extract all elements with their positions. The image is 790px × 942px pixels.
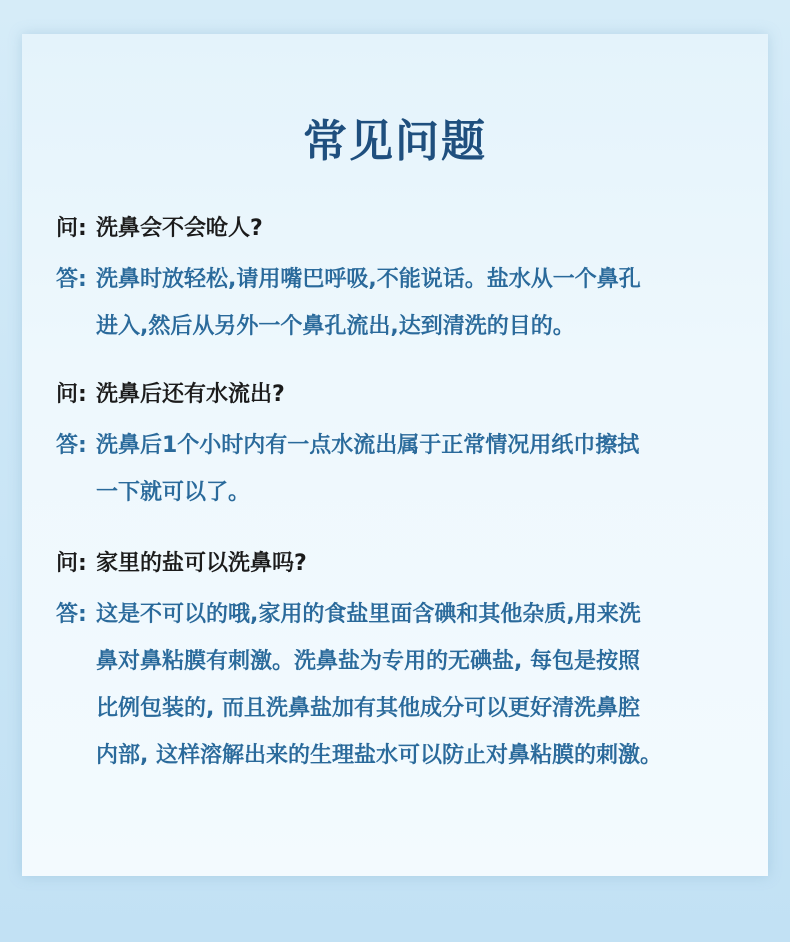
faq-card [22,34,768,876]
faq-item [56,541,756,779]
answer-line: 一下就可以了。 [96,480,251,505]
answer-prefix: 答: [56,433,87,458]
answer-line: 洗鼻时放轻松,请用嘴巴呼吸,不能说话。盐水从一个鼻孔 [96,267,641,292]
answer-prefix: 答: [56,602,87,627]
question-prefix: 问: [56,381,87,407]
answer-line: 鼻对鼻粘膜有刺激。洗鼻盐为专用的无碘盐, 每包是按照 [96,649,641,674]
question-text: 洗鼻会不会呛人? [96,215,263,241]
answer-line: 洗鼻后1个小时内有一点水流出属于正常情况用纸巾擦拭 [96,433,640,458]
answer-block [56,591,756,779]
question-line [56,206,756,246]
question-line [56,541,756,581]
page-title: 常见问题 [303,116,487,167]
faq-item [56,206,756,350]
question-line [56,372,756,412]
answer-line: 比例包装的, 而且洗鼻盐加有其他成分可以更好清洗鼻腔 [96,696,641,721]
answer-line: 内部, 这样溶解出来的生理盐水可以防止对鼻粘膜的刺激。 [96,743,663,768]
answer-line: 这是不可以的哦,家用的食盐里面含碘和其他杂质,用来洗 [96,602,641,627]
answer-text [96,256,756,350]
answer-block [56,256,756,350]
answer-text [96,591,756,779]
faq-item [56,372,756,516]
answer-prefix: 答: [56,267,87,292]
question-text: 家里的盐可以洗鼻吗? [96,550,307,576]
question-prefix: 问: [56,215,87,241]
answer-text [96,422,756,516]
question-prefix: 问: [56,550,87,576]
answer-line: 进入,然后从另外一个鼻孔流出,达到清洗的目的。 [96,314,575,339]
answer-block [56,422,756,516]
question-text: 洗鼻后还有水流出? [96,381,285,407]
